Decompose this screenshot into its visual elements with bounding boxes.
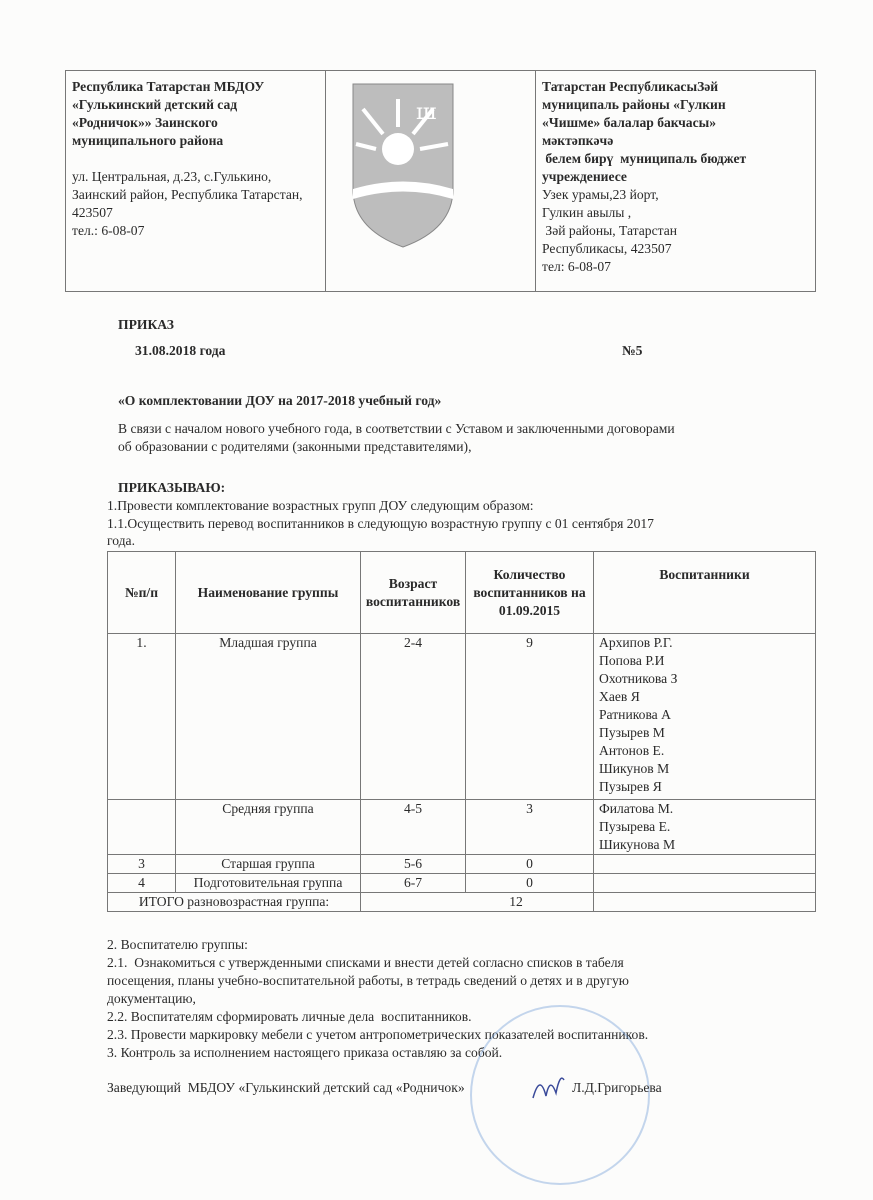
cell-group: Подготовительная группа <box>176 874 361 893</box>
org-name-line: учреждениесе <box>542 169 627 184</box>
emblem-cell <box>326 71 536 291</box>
total-count: 12 <box>361 893 594 912</box>
header-cell: №п/п <box>108 552 176 634</box>
item-line: 3. Контроль за исполнением настоящего приказа оставляю за собой. <box>107 1045 503 1060</box>
letterhead <box>65 70 816 292</box>
child-name: Попова Р.И <box>599 653 665 668</box>
child-name: Филатова М. <box>599 801 674 816</box>
groups-table <box>107 551 816 912</box>
cell-children <box>594 634 816 800</box>
address-line: Зәй районы, Татарстан <box>542 223 678 238</box>
svg-text:ш: ш <box>416 100 437 125</box>
cell-group: Младшая группа <box>176 634 361 800</box>
cell-empty <box>594 893 816 912</box>
signature-position: Заведующий МБДОУ «Гулькинский детский сад «Родничок» <box>107 1080 465 1095</box>
handwritten-signature-icon <box>528 1068 568 1108</box>
org-name-line: Татарстан РеспубликасыЗәй <box>542 79 719 94</box>
address-line: Узек урамы,23 йорт, <box>542 187 659 202</box>
cell-num <box>108 800 176 855</box>
header-cell: Воспитанники <box>594 552 816 634</box>
cell-age: 5-6 <box>361 855 466 874</box>
signature-name: Л.Д.Григорьева <box>572 1080 662 1095</box>
cell-age: 6-7 <box>361 874 466 893</box>
cell-count: 0 <box>466 874 594 893</box>
address-line: 423507 <box>72 205 113 220</box>
table-row <box>108 874 816 893</box>
phone-line: тел.: 6-08-07 <box>72 223 145 238</box>
table-row <box>108 634 816 800</box>
cell-count: 0 <box>466 855 594 874</box>
item-line: 1.Провести комплектование возрастных групп ДОУ следующим образом: <box>107 498 534 513</box>
address-line: Гулкин авылы , <box>542 205 632 220</box>
item-line: 2. Воспитателю группы: <box>107 937 248 952</box>
cell-group: Старшая группа <box>176 855 361 874</box>
child-name: Архипов Р.Г. <box>599 635 673 650</box>
order-number: №5 <box>622 343 643 358</box>
order-word: ПРИКАЗЫВАЮ: <box>118 480 226 495</box>
org-name-line: «Гулькинский детский сад <box>72 97 238 112</box>
table-header-row <box>108 552 816 634</box>
child-name: Шикунов М <box>599 761 670 776</box>
org-name-line: муниципального района <box>72 133 224 148</box>
header-cell: Возраст воспитанников <box>361 552 466 634</box>
org-name-line: «Родничок»» Заинского <box>72 115 218 130</box>
phone-line: тел: 6-08-07 <box>542 259 611 274</box>
total-label: ИТОГО разновозрастная группа: <box>108 893 361 912</box>
child-name: Шикунова М <box>599 837 676 852</box>
cell-children <box>594 800 816 855</box>
preamble-line: об образовании с родителями (законными представителями), <box>118 439 472 454</box>
child-name: Охотникова З <box>599 671 678 686</box>
item-line: 2.2. Воспитателям сформировать личные дела воспитанников. <box>107 1009 472 1024</box>
order-subject: «О комплектовании ДОУ на 2017-2018 учебный год» <box>118 393 442 408</box>
cell-children <box>594 874 816 893</box>
letterhead-russian <box>66 71 326 291</box>
org-name-line: белем бирү муниципаль бюджет <box>542 151 747 166</box>
child-name: Пузырев Я <box>599 779 662 794</box>
child-name: Ратникова А <box>599 707 671 722</box>
coat-of-arms-icon <box>348 79 458 249</box>
child-name: Пузырева Е. <box>599 819 671 834</box>
order-title: ПРИКАЗ <box>118 317 174 332</box>
org-name-line: Республика Татарстан МБДОУ <box>72 79 265 94</box>
table-total-row <box>108 893 816 912</box>
header-cell: Количество воспитанников на 01.09.2015 <box>466 552 594 634</box>
cell-age: 4-5 <box>361 800 466 855</box>
cell-num: 3 <box>108 855 176 874</box>
address-line: Республикасы, 423507 <box>542 241 672 256</box>
child-name: Пузырев М <box>599 725 665 740</box>
item-line: посещения, планы учебно-воспитательной работы, в тетрадь сведений о детях и в другую <box>107 973 629 988</box>
cell-children <box>594 855 816 874</box>
item-line: 1.1.Осуществить перевод воспитанников в следующую возрастную группу с 01 сентября 2017 <box>107 516 654 531</box>
table-row <box>108 800 816 855</box>
table-row <box>108 855 816 874</box>
letterhead-tatar <box>536 71 817 291</box>
item-line: года. <box>107 533 135 548</box>
address-line: ул. Центральная, д.23, с.Гулькино, <box>72 169 272 184</box>
cell-age: 2-4 <box>361 634 466 800</box>
address-line: Заинский район, Республика Татарстан, <box>72 187 303 202</box>
cell-group: Средняя группа <box>176 800 361 855</box>
org-name-line: «Чишме» балалар бакчасы» <box>542 115 717 130</box>
item-line: 2.3. Провести маркировку мебели с учетом антропометрических показателей воспитанников. <box>107 1027 649 1042</box>
header-cell: Наименование группы <box>176 552 361 634</box>
org-name-line: мәктәпкәчә <box>542 133 614 148</box>
item-line: 2.1. Ознакомиться с утвержденными списками и внести детей согласно списков в табеля <box>107 955 624 970</box>
cell-count: 9 <box>466 634 594 800</box>
org-name-line: муниципаль районы «Гулкин <box>542 97 726 112</box>
preamble-line: В связи с началом нового учебного года, в соответствии с Уставом и заключенными договорами <box>118 421 675 436</box>
cell-num: 4 <box>108 874 176 893</box>
item-line: документацию, <box>107 991 196 1006</box>
cell-count: 3 <box>466 800 594 855</box>
child-name: Хаев Я <box>599 689 640 704</box>
child-name: Антонов Е. <box>599 743 665 758</box>
order-date: 31.08.2018 года <box>135 343 226 358</box>
cell-num: 1. <box>108 634 176 800</box>
